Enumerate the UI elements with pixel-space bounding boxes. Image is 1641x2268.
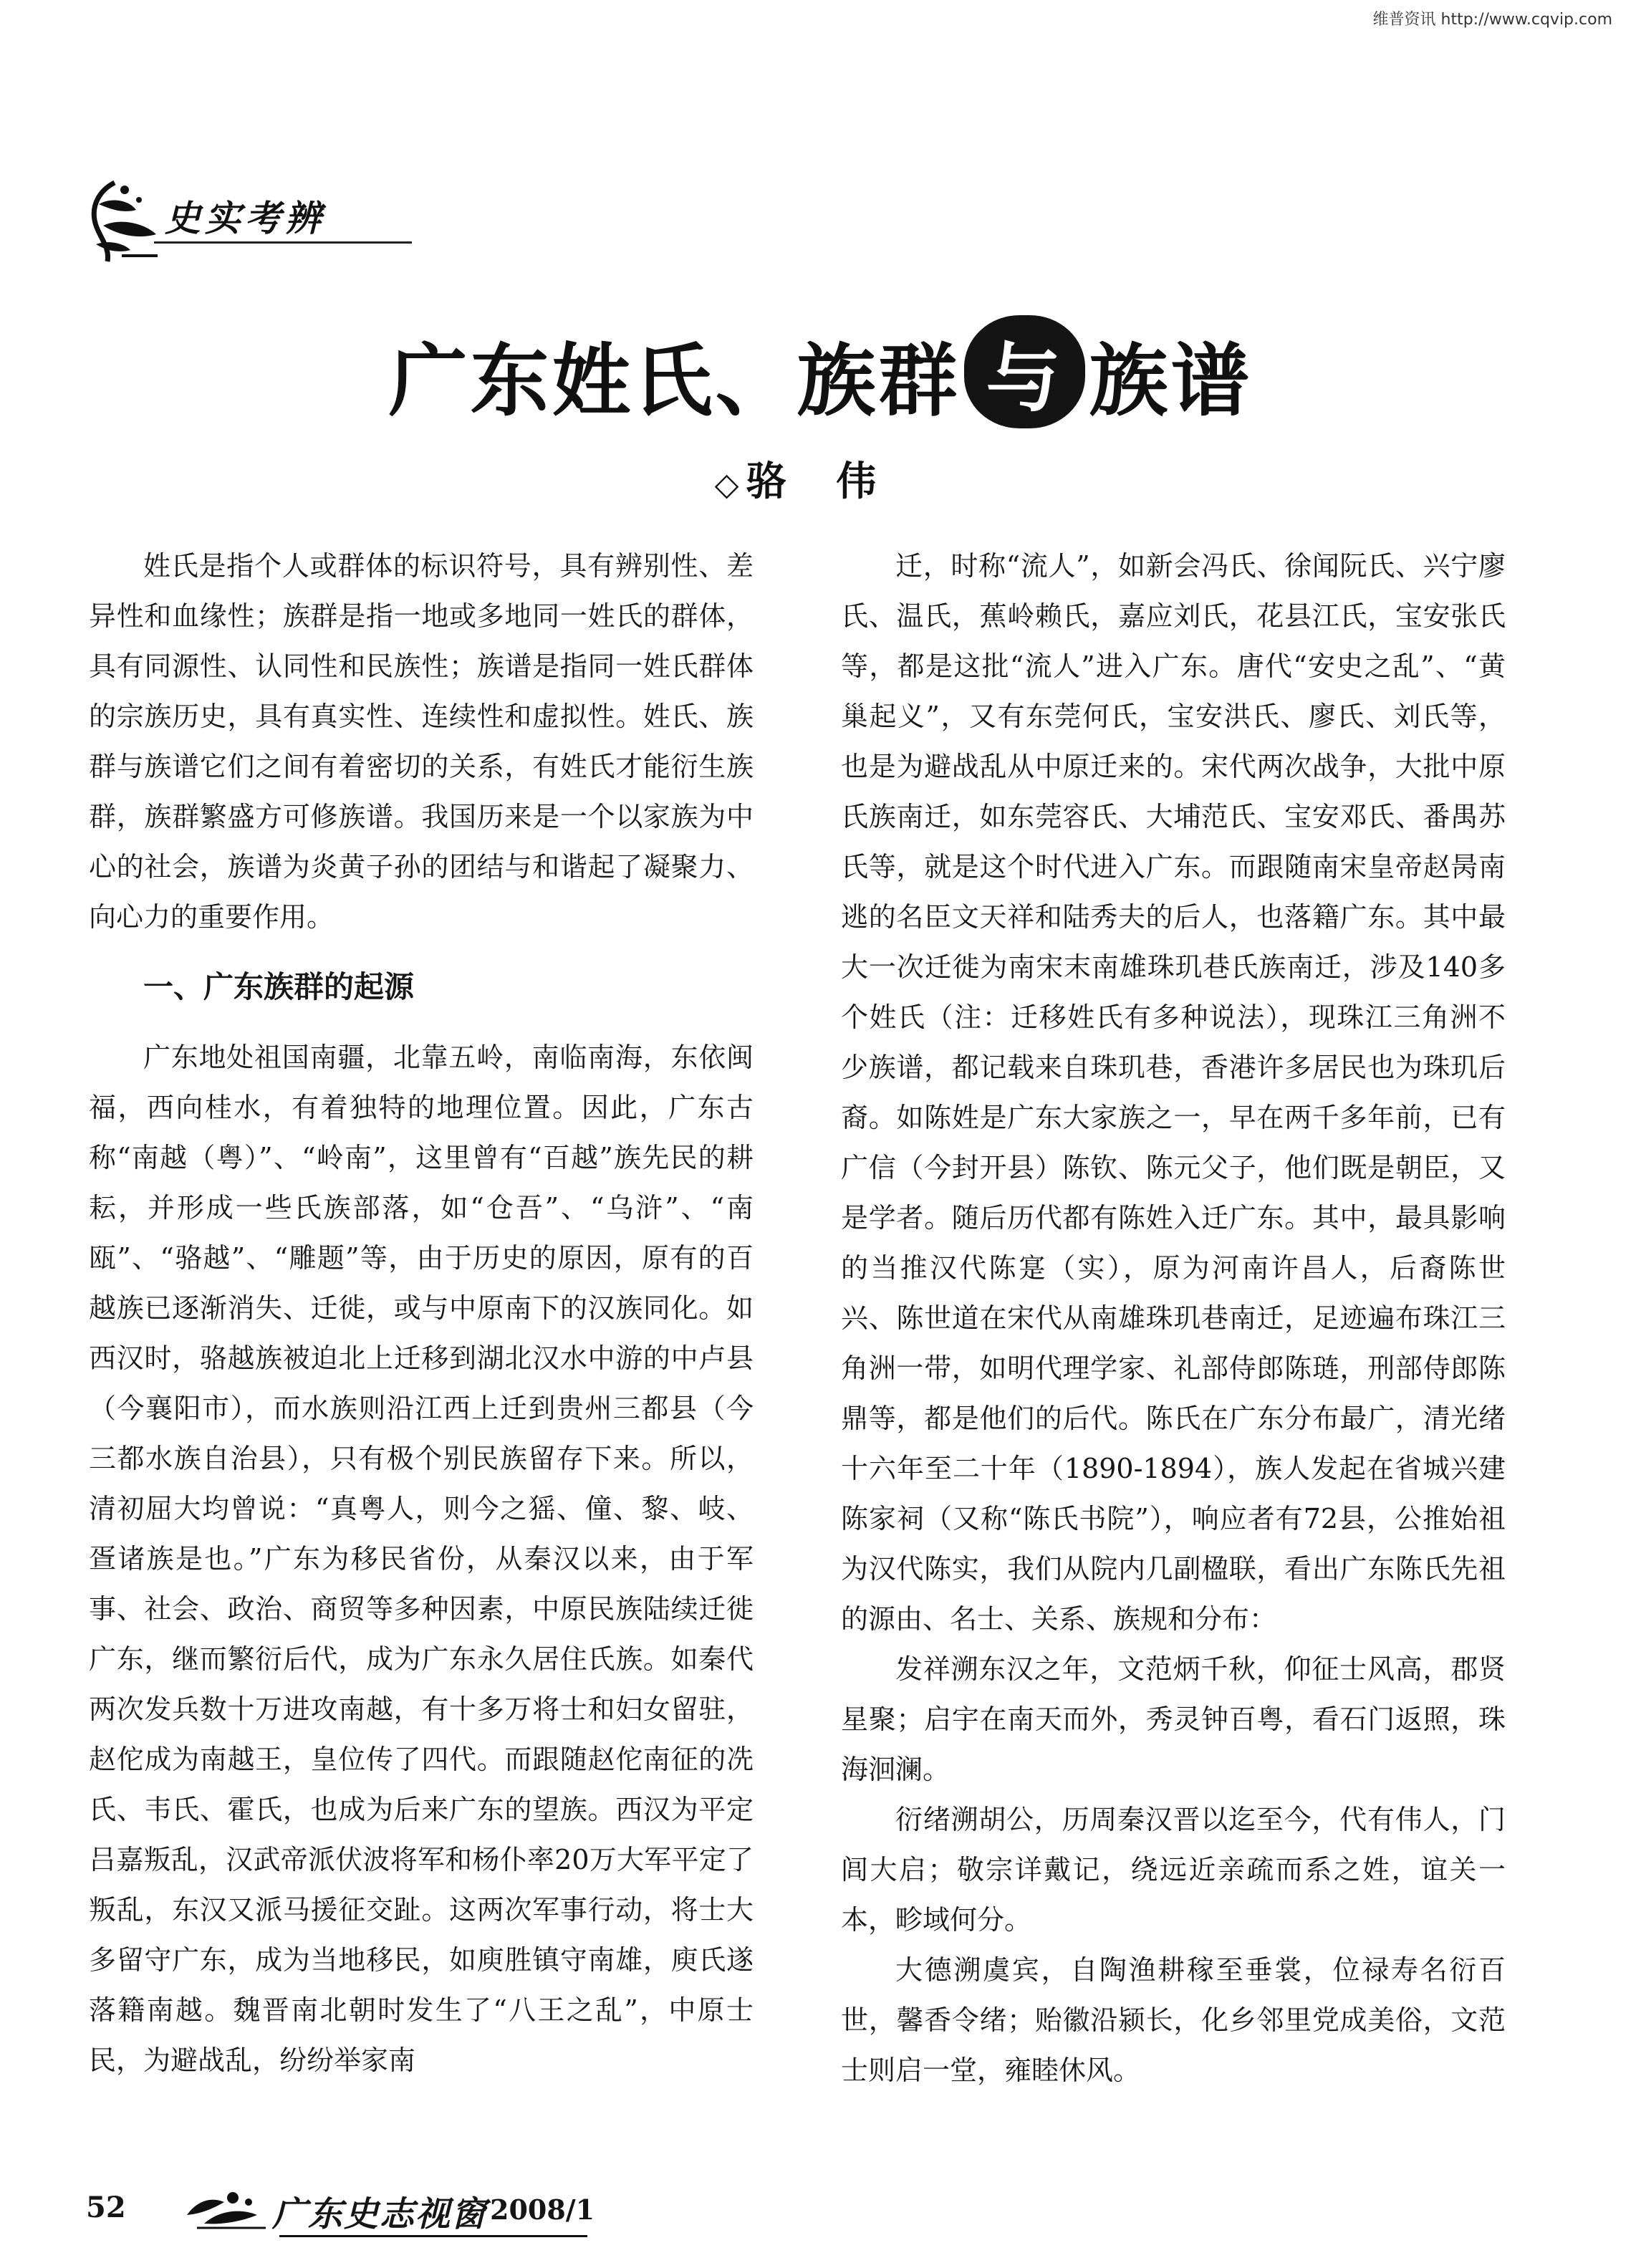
couplet-paragraph: 大德溯虞宾，自陶渔耕稼至垂裳，位禄寿名衍百世，馨香令绪；贻徽沿颍长，化乡邻里党成美俗，文范士则启一堂，雍睦休风。 [841, 1954, 1506, 2086]
author-line [0, 450, 1641, 507]
section-heading: 一、广东族群的起源 [143, 969, 415, 1004]
section-tag-underline [154, 241, 412, 244]
title-conjunction-badge: 与 [964, 315, 1084, 428]
page-footer [0, 2185, 1641, 2249]
body-paragraph: 迁，时称“流人”，如新会冯氏、徐闻阮氏、兴宁廖氏、温氏，蕉岭赖氏，嘉应刘氏，花县江氏，宝安张氏等，都是这批“流人”进入广东。唐代“安史之乱”、“黄巢起义”，又有东莞何氏，宝安洪氏、廖氏、刘氏等，也是为避战乱从中原迁来的。宋代两次战争，大批中原氏族南迁，如东莞容氏、大埔范氏、宝安邓氏、番禺苏氏等，就是这个时代进入广东。而跟随南宋皇帝赵昺南逃的名臣文天祥和陆秀夫的后人，也落籍广东。其中最大一次迁徙为南宋末南雄珠玑巷氏族南迁，涉及140多个姓氏（注：迁移姓氏有多种说法），现珠江三角洲不少族谱，都记载来自珠玑巷，香港许多居民也为珠玑后裔。如陈姓是广东大家族之一，早在两千多年前，已有广信（今封开县）陈钦、陈元父子，他们既是朝臣，又是学者。随后历代都有陈姓入迁广东。其中，最具影响的当推汉代陈寔（实），原为河南许昌人，后裔陈世兴、陈世道在宋代从南雄珠玑巷南迁，足迹遍布珠江三角洲一带，如明代理学家、礼部侍郎陈琏，刑部侍郎陈鼎等，都是他们的后代。陈氏在广东分布最广，清光绪十六年至二十年（1890-1894），族人发起在省城兴建陈家祠（又称“陈氏书院”），响应者有72县，公推始祖为汉代陈实，我们从院内几副楹联，看出广东陈氏先祖的源由、名士、关系、族规和分布： [841, 550, 1506, 1635]
couplet-paragraph: 衍绪溯胡公，历周秦汉晋以迄至今，代有伟人，门闾大启；敬宗详戴记，绕远近亲疏而系之姓，谊关一本，畛域何分。 [841, 1804, 1506, 1936]
watermark: 维普资讯 http://www.cqvip.com [1372, 11, 1612, 29]
article-title [0, 315, 1641, 431]
body-paragraph: 广东地处祖国南疆，北靠五岭，南临南海，东依闽福，西向桂水，有着独特的地理位置。因此，广东古称“南越（粤）”、“岭南”，这里曾有“百越”族先民的耕耘，并形成一些氏族部落，如“仓吾”、“乌浒”、“南瓯”、“骆越”、“雕题”等，由于历史的原因，原有的百越族已逐渐消失、迁徙，或与中原南下的汉族同化。如西汉时，骆越族被迫北上迁移到湖北汉水中游的中卢县（今襄阳市），而水族则沿江西上迁到贵州三都县（今三都水族自治县），只有极个别民族留存下来。所以，清初屈大均曾说：“真粤人，则今之猺、僮、黎、岐、疍诸族是也。”广东为移民省份，从秦汉以来，由于军事、社会、政治、商贸等多种因素，中原民族陆续迁徙广东，继而繁衍后代，成为广东永久居住氏族。如秦代两次发兵数十万进攻南越，有十多万将士和妇女留驻，赵佗成为南越王，皇位传了四代。而跟随赵佗南征的冼氏、韦氏、霍氏，也成为后来广东的望族。西汉为平定吕嘉叛乱，汉武帝派伏波将军和杨仆率20万大军平定了叛乱，东汉又派马援征交趾。这两次军事行动，将士大多留守广东，成为当地移民，如庾胜镇守南雄，庾氏遂落籍南越。魏晋南北朝时发生了“八王之乱”，中原士民，为避战乱，纷纷举家南 [89, 1042, 754, 2076]
footer-rule [279, 2235, 587, 2237]
author-name: 骆伟 [746, 458, 927, 505]
title-part-3: 族谱 [1089, 335, 1253, 427]
issue-number: 2008/1 [490, 2193, 595, 2226]
section-tag-label: 史实考辨 [165, 197, 325, 239]
magazine-name: 广东史志视窗 [272, 2194, 488, 2234]
section-tag [86, 176, 415, 269]
page-number: 52 [86, 2191, 126, 2224]
author-diamond-icon: ◇ [714, 466, 739, 503]
left-column [89, 541, 754, 2085]
footer-flower-icon [183, 2186, 269, 2231]
right-column [841, 541, 1506, 2095]
section-tag-ornament-icon [86, 176, 165, 269]
title-part-1: 广东姓氏、族群 [388, 335, 961, 427]
intro-paragraph: 姓氏是指个人或群体的标识符号，具有辨别性、差异性和血缘性；族群是指一地或多地同一姓氏的群体，具有同源性、认同性和民族性；族谱是指同一姓氏群体的宗族历史，具有真实性、连续性和虚拟性。姓氏、族群与族谱它们之间有着密切的关系，有姓氏才能衍生族群，族群繁盛方可修族谱。我国历来是一个以家族为中心的社会，族谱为炎黄子孙的团结与和谐起了凝聚力、向心力的重要作用。 [89, 550, 754, 933]
couplet-paragraph: 发祥溯东汉之年，文范炳千秋，仰征士风高，郡贤星聚；启宇在南天而外，秀灵钟百粤，看石门返照，珠海洄澜。 [841, 1653, 1506, 1785]
